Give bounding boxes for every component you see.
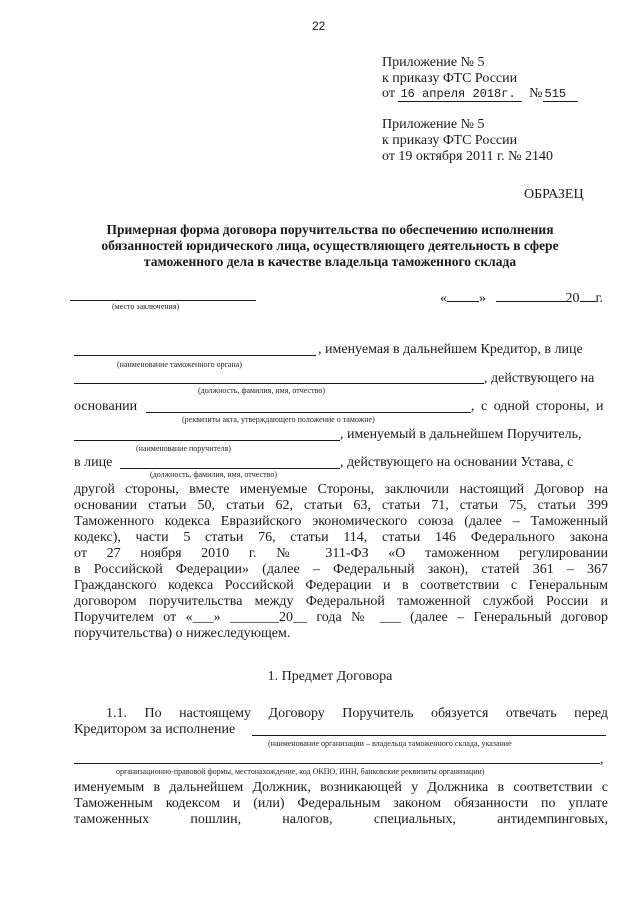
title-line2: обязанностей юридического лица, осуществляющего деятельность в сфере — [101, 238, 559, 253]
clause-body-line: именуемым в дальнейшем Должник, возникающей у Должника в соответствии с — [74, 780, 608, 795]
date-year: 20 — [565, 291, 580, 306]
annex-old-line2: к приказу ФТС России — [382, 133, 518, 148]
annex-new-prefix: от — [382, 86, 395, 101]
place-hint: (место заключения) — [112, 302, 180, 311]
date-quote-open: « — [440, 291, 447, 306]
title-line1: Примерная форма договора поручительства по обеспечению исполнения — [106, 222, 554, 237]
title-line3: таможенного дела в качестве владельца таможенного склада — [143, 254, 517, 269]
creditor-text: , именуемая в дальнейшем Кредитор, в лице — [318, 342, 583, 357]
debtor-field-line — [252, 735, 606, 736]
annex-old-line3: от 19 октября 2011 г. № 2140 — [382, 149, 553, 164]
annex-new-line2: к приказу ФТС России — [382, 71, 518, 86]
guarantor-hint: (наименование поручителя) — [136, 444, 231, 453]
annex-old-line1: Приложение № 5 — [382, 117, 485, 132]
debtor-hint1: (наименование организации – владельца таможенного склада, указание — [268, 739, 512, 748]
place-field-line — [70, 300, 256, 301]
body-line: Таможенного кодекса Евразийского экономического союза (далее – Таможенный — [74, 514, 608, 529]
representative-text: , действующего на — [484, 371, 595, 386]
creditor-hint: (наименование таможенного органа) — [117, 360, 242, 369]
annex-new-line3 — [382, 86, 578, 102]
section-heading: 1. Предмет Договора — [267, 669, 393, 684]
basis-hint: (реквизиты акта, утверждающего положение о таможне) — [182, 415, 375, 424]
body-line: в Российской Федерации» (далее – Федеральный закон), статей 361 – 367 — [74, 562, 608, 577]
guarantor-person-field-line — [120, 468, 340, 469]
guarantor-field-line — [74, 440, 340, 441]
guarantor-person-text: , действующего на основании Устава, с — [340, 455, 574, 470]
clause-line1: 1.1. По настоящему Договору Поручитель обязуется отвечать перед — [106, 706, 608, 721]
date-day-blank — [447, 301, 479, 302]
body-line: от 27 ноября 2010 г. № 311-ФЗ «О таможенном регулировании — [74, 546, 608, 561]
date-year-blank — [580, 301, 596, 302]
basis-prefix: основании — [74, 399, 138, 414]
guarantor-person-hint: (должность, фамилия, имя, отчество) — [150, 470, 277, 479]
body-line: основании статьи 50, статьи 62, статьи 63, статьи 71, статьи 75, статьи 399 — [74, 498, 608, 513]
clause-line2-prefix: Кредитором за исполнение — [74, 722, 236, 737]
clause-body-line: таможенных пошлин, налогов, специальных, антидемпинговых, — [74, 812, 608, 827]
body-line: Поручителем от «___» _______20__ года № ___ (далее – Генеральный договор — [74, 610, 608, 625]
clause-body-line: Таможенным кодексом и (или) Федеральным законом обязанности по уплате — [74, 796, 608, 811]
annex-new-line1: Приложение № 5 — [382, 55, 485, 70]
annex-new-date: 16 апреля 2018г. — [398, 87, 521, 102]
page-number: 22 — [312, 19, 326, 33]
body-line: поручительства) о нижеследующем. — [74, 626, 291, 641]
annex-new-num-label: № — [529, 86, 543, 101]
body-line: договором поручительства между Федеральной таможенной службой России и — [74, 594, 608, 609]
date-quote-close: » — [479, 291, 486, 306]
debtor-field-line2 — [74, 763, 600, 764]
representative-field-line — [74, 383, 484, 384]
annex-new-num: 515 — [543, 87, 579, 102]
representative-hint: (должность, фамилия, имя, отчество) — [198, 386, 325, 395]
date-year-suffix: г. — [595, 291, 604, 306]
date-field — [440, 291, 603, 307]
debtor-comma: , — [600, 752, 604, 767]
body-line: другой стороны, вместе именуемые Стороны, заключили настоящий Договор на — [74, 482, 608, 497]
creditor-field-line — [74, 355, 316, 356]
guarantor-person-prefix: в лице — [74, 455, 113, 470]
sample-label: ОБРАЗЕЦ — [524, 187, 584, 202]
body-line: кодекс), части 5 статьи 76, статьи 114, статьи 146 Федерального закона — [74, 530, 608, 545]
basis-field-line — [146, 412, 471, 413]
date-month-blank — [496, 301, 566, 302]
basis-text: , с одной стороны, и — [471, 399, 604, 414]
body-line: Гражданского кодекса Российской Федерации и в соответствии с Генеральным — [74, 578, 608, 593]
debtor-hint2: организационно-правовой формы, местонахождение, код ОКПО, ИНН, банковские реквизиты организации) — [116, 767, 485, 776]
guarantor-text: , именуемый в дальнейшем Поручитель, — [340, 427, 582, 442]
